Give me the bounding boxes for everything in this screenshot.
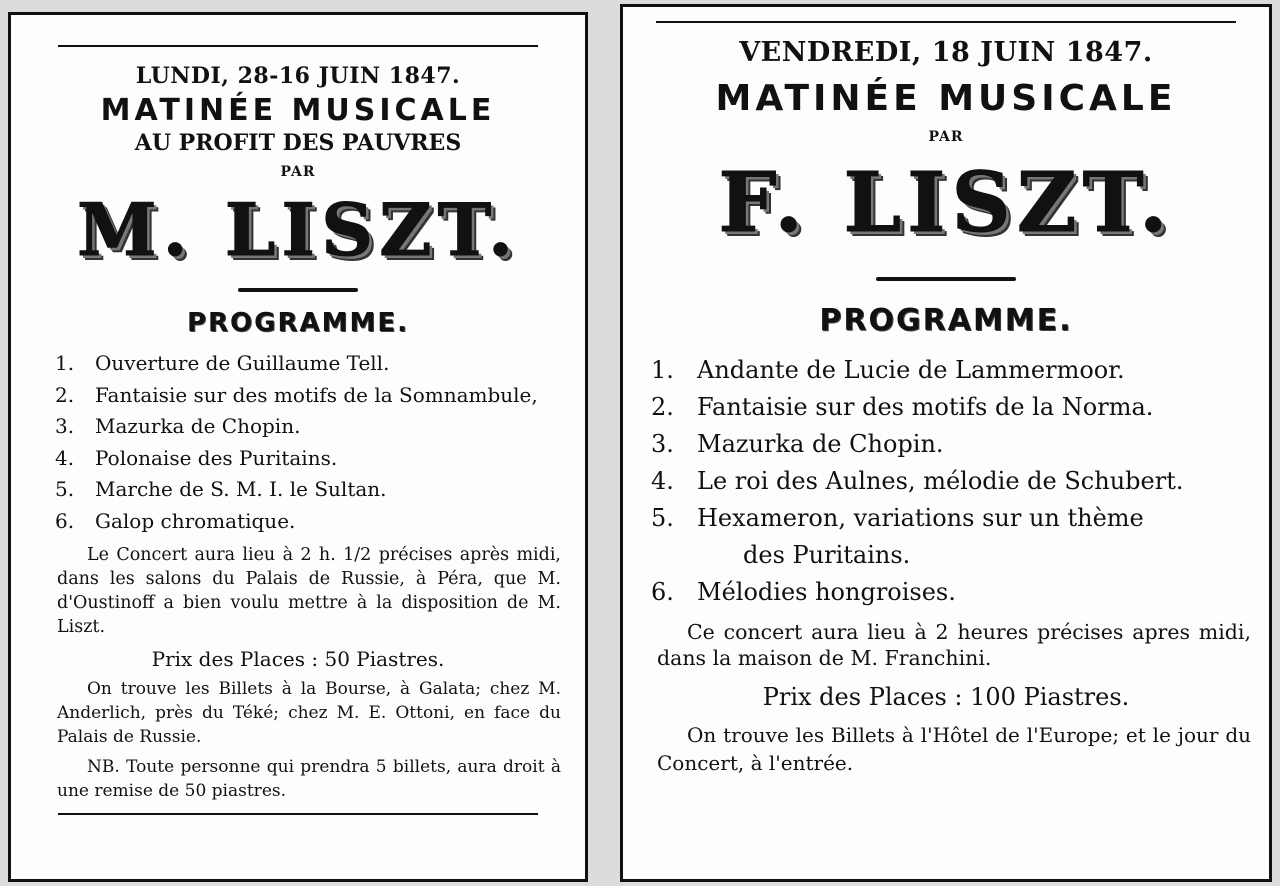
nb-note: NB. Toute personne qui prendra 5 billets, aura droit à une remise de 50 piastres. bbox=[57, 757, 561, 801]
list-item bbox=[55, 380, 585, 412]
list-item bbox=[55, 443, 585, 475]
list-item bbox=[55, 506, 585, 538]
item-text: Fantaisie sur des motifs de la Somnambule, bbox=[95, 382, 538, 407]
list-item bbox=[651, 500, 1269, 537]
item-number: 1. bbox=[651, 356, 674, 384]
performer-name: F. LISZT. bbox=[718, 155, 1174, 251]
ticket-price: Prix des Places : 50 Piastres. bbox=[151, 647, 445, 671]
item-text: Galop chromatique. bbox=[95, 508, 296, 533]
programme-heading: PROGRAMME. bbox=[186, 308, 410, 338]
list-item bbox=[651, 426, 1269, 463]
item-text: Mazurka de Chopin. bbox=[95, 414, 301, 438]
list-item bbox=[55, 474, 585, 506]
par-label: PAR bbox=[280, 164, 316, 180]
ticket-locations: On trouve les Billets à la Bourse, à Galata; chez M. Anderlich, près du Téké; chez M. E. Ottoni, en face du Palais de Russie. bbox=[57, 679, 561, 747]
item-number: 4. bbox=[651, 467, 674, 495]
poster-subtitle: AU PROFIT DES PAUVRES bbox=[134, 130, 462, 156]
item-number: 4. bbox=[55, 445, 75, 470]
item-text: Ouverture de Guillaume Tell. bbox=[95, 351, 390, 375]
list-item bbox=[55, 348, 585, 380]
poster-title: MATINÉE MUSICALE bbox=[715, 78, 1177, 119]
concert-info: Le Concert aura lieu à 2 h. 1/2 précises après midi, dans les salons du Palais de Russie, à Péra, que M. d'Oustinoff a bien voulu mettre à la disposition de M. Liszt. bbox=[57, 545, 561, 637]
poster-right bbox=[620, 4, 1272, 882]
item-text: Le roi des Aulnes, mélodie de Schubert. bbox=[697, 467, 1184, 495]
list-item bbox=[651, 574, 1269, 611]
item-text: Polonaise des Puritains. bbox=[95, 445, 338, 470]
item-number: 6. bbox=[651, 578, 674, 606]
bottom-rule bbox=[58, 813, 538, 815]
par-label: PAR bbox=[928, 129, 964, 145]
item-number: 3. bbox=[55, 414, 75, 438]
list-item-continuation bbox=[651, 537, 1269, 574]
flourish-divider bbox=[876, 277, 1016, 281]
item-number: 5. bbox=[651, 504, 674, 532]
item-number: 3. bbox=[651, 430, 674, 458]
ticket-price: Prix des Places : 100 Piastres. bbox=[762, 683, 1130, 711]
list-item bbox=[55, 411, 585, 443]
item-text: Fantaisie sur des motifs de la Norma. bbox=[697, 393, 1154, 421]
list-item bbox=[651, 463, 1269, 500]
item-text: Andante de Lucie de Lammermoor. bbox=[697, 356, 1125, 384]
item-number: 1. bbox=[55, 351, 75, 375]
item-number: 5. bbox=[55, 477, 75, 501]
ticket-locations: On trouve les Billets à l'Hôtel de l'Europe; et le jour du Concert, à l'entrée. bbox=[657, 723, 1251, 775]
programme-heading: PROGRAMME. bbox=[819, 303, 1073, 338]
list-item bbox=[651, 352, 1269, 389]
item-text: Hexameron, variations sur un thème bbox=[697, 504, 1144, 532]
poster-left bbox=[8, 12, 588, 882]
flourish-divider bbox=[238, 288, 358, 292]
item-text: Mélodies hongroises. bbox=[697, 578, 956, 606]
performer-name: M. LISZT. bbox=[76, 187, 520, 272]
poster-title: MATINÉE MUSICALE bbox=[100, 93, 496, 128]
programme-list bbox=[651, 352, 1269, 611]
item-text: des Puritains. bbox=[743, 541, 911, 569]
concert-date: VENDREDI, 18 JUIN 1847. bbox=[739, 37, 1153, 68]
item-number: 2. bbox=[651, 393, 674, 421]
programme-list bbox=[55, 348, 585, 537]
item-number: 2. bbox=[55, 382, 75, 407]
list-item bbox=[651, 389, 1269, 426]
concert-info: Ce concert aura lieu à 2 heures précises apres midi, dans la maison de M. Franchini. bbox=[657, 620, 1251, 670]
item-text: Marche de S. M. I. le Sultan. bbox=[95, 477, 387, 501]
concert-date: LUNDI, 28-16 JUIN 1847. bbox=[135, 63, 461, 89]
item-number: 6. bbox=[55, 508, 75, 533]
top-rule bbox=[58, 45, 538, 47]
item-text: Mazurka de Chopin. bbox=[697, 430, 944, 458]
top-rule bbox=[656, 21, 1236, 23]
